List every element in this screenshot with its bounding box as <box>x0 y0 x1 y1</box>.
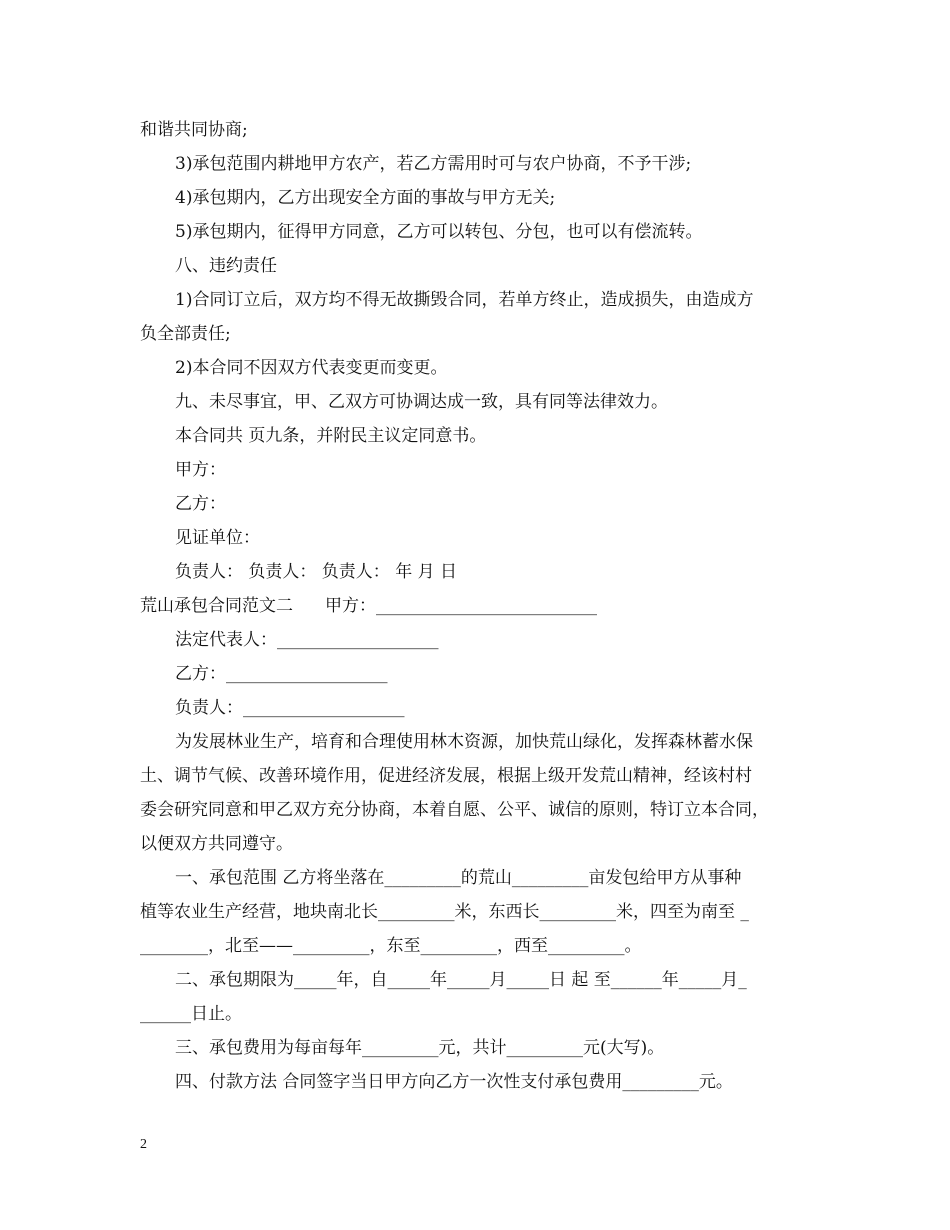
paragraph-line: 2)本合同不因双方代表变更而变更。 <box>175 358 448 378</box>
party-a-field: 甲方：__________________________ <box>325 596 597 616</box>
paragraph-line: 为发展林业生产，培育和合理使用林木资源，加快荒山绿化，发挥森林蓄水保 <box>175 732 753 752</box>
section-fee: 三、承包费用为每亩每年_________元，共计_________元(大写)。 <box>175 1038 665 1058</box>
contract-title: 荒山承包合同范文二 <box>140 596 293 616</box>
section-scope: 一、承包范围 乙方将坐落在_________的荒山_________亩发包给甲方从事种 <box>175 868 742 888</box>
paragraph-line: 本合同共 页九条，并附民主议定同意书。 <box>175 426 487 446</box>
section-payment: 四、付款方法 合同签字当日甲方向乙方一次性支付承包费用_________元。 <box>175 1072 733 1092</box>
contract-title-line <box>140 589 815 623</box>
paragraph-line: ________，北至——_________，东至_________，西至_________。 <box>140 936 642 956</box>
signature-party-b: 乙方： <box>175 494 226 514</box>
party-b-field: 乙方：___________________ <box>175 664 388 684</box>
paragraph-line: 和谐共同协商; <box>140 120 248 140</box>
paragraph-line: 以便双方共同遵守。 <box>140 834 293 854</box>
legal-rep-field: 法定代表人：___________________ <box>175 630 439 650</box>
paragraph-line: 植等农业生产经营，地块南北长_________米，东西长_________米，四至为南至 _ <box>140 902 749 922</box>
section-heading: 九、未尽事宜，甲、乙双方可协调达成一致，具有同等法律效力。 <box>175 392 668 412</box>
signature-witness: 见证单位： <box>175 528 260 548</box>
paragraph-line: 5)承包期内，征得甲方同意，乙方可以转包、分包，也可以有偿流转。 <box>175 222 703 242</box>
responsible-field: 负责人：___________________ <box>175 698 405 718</box>
signature-responsible: 负责人： 负责人： 负责人： 年 月 日 <box>175 562 458 582</box>
paragraph-line: 负全部责任; <box>140 324 231 344</box>
paragraph-line: 1)合同订立后，双方均不得无故撕毁合同，若单方终止，造成损失，由造成方 <box>175 290 754 310</box>
contract-body <box>140 113 815 1099</box>
section-term: 二、承包期限为_____年，自_____年_____月_____日 起 至______年_____月_ <box>175 970 747 990</box>
paragraph-line: 土、调节气候、改善环境作用，促进经济发展，根据上级开发荒山精神，经该村村 <box>140 766 752 786</box>
paragraph-line: 委会研究同意和甲乙双方充分协商，本着自愿、公平、诚信的原则，特订立本合同， <box>140 800 769 820</box>
signature-party-a: 甲方： <box>175 460 226 480</box>
section-heading: 八、违约责任 <box>175 256 277 276</box>
paragraph-line: ______日止。 <box>140 1004 242 1024</box>
page-number: 2 <box>140 1137 147 1152</box>
paragraph-line: 4)承包期内，乙方出现安全方面的事故与甲方无关; <box>175 188 556 208</box>
paragraph-line: 3)承包范围内耕地甲方农产，若乙方需用时可与农户协商，不予干涉; <box>175 154 692 174</box>
